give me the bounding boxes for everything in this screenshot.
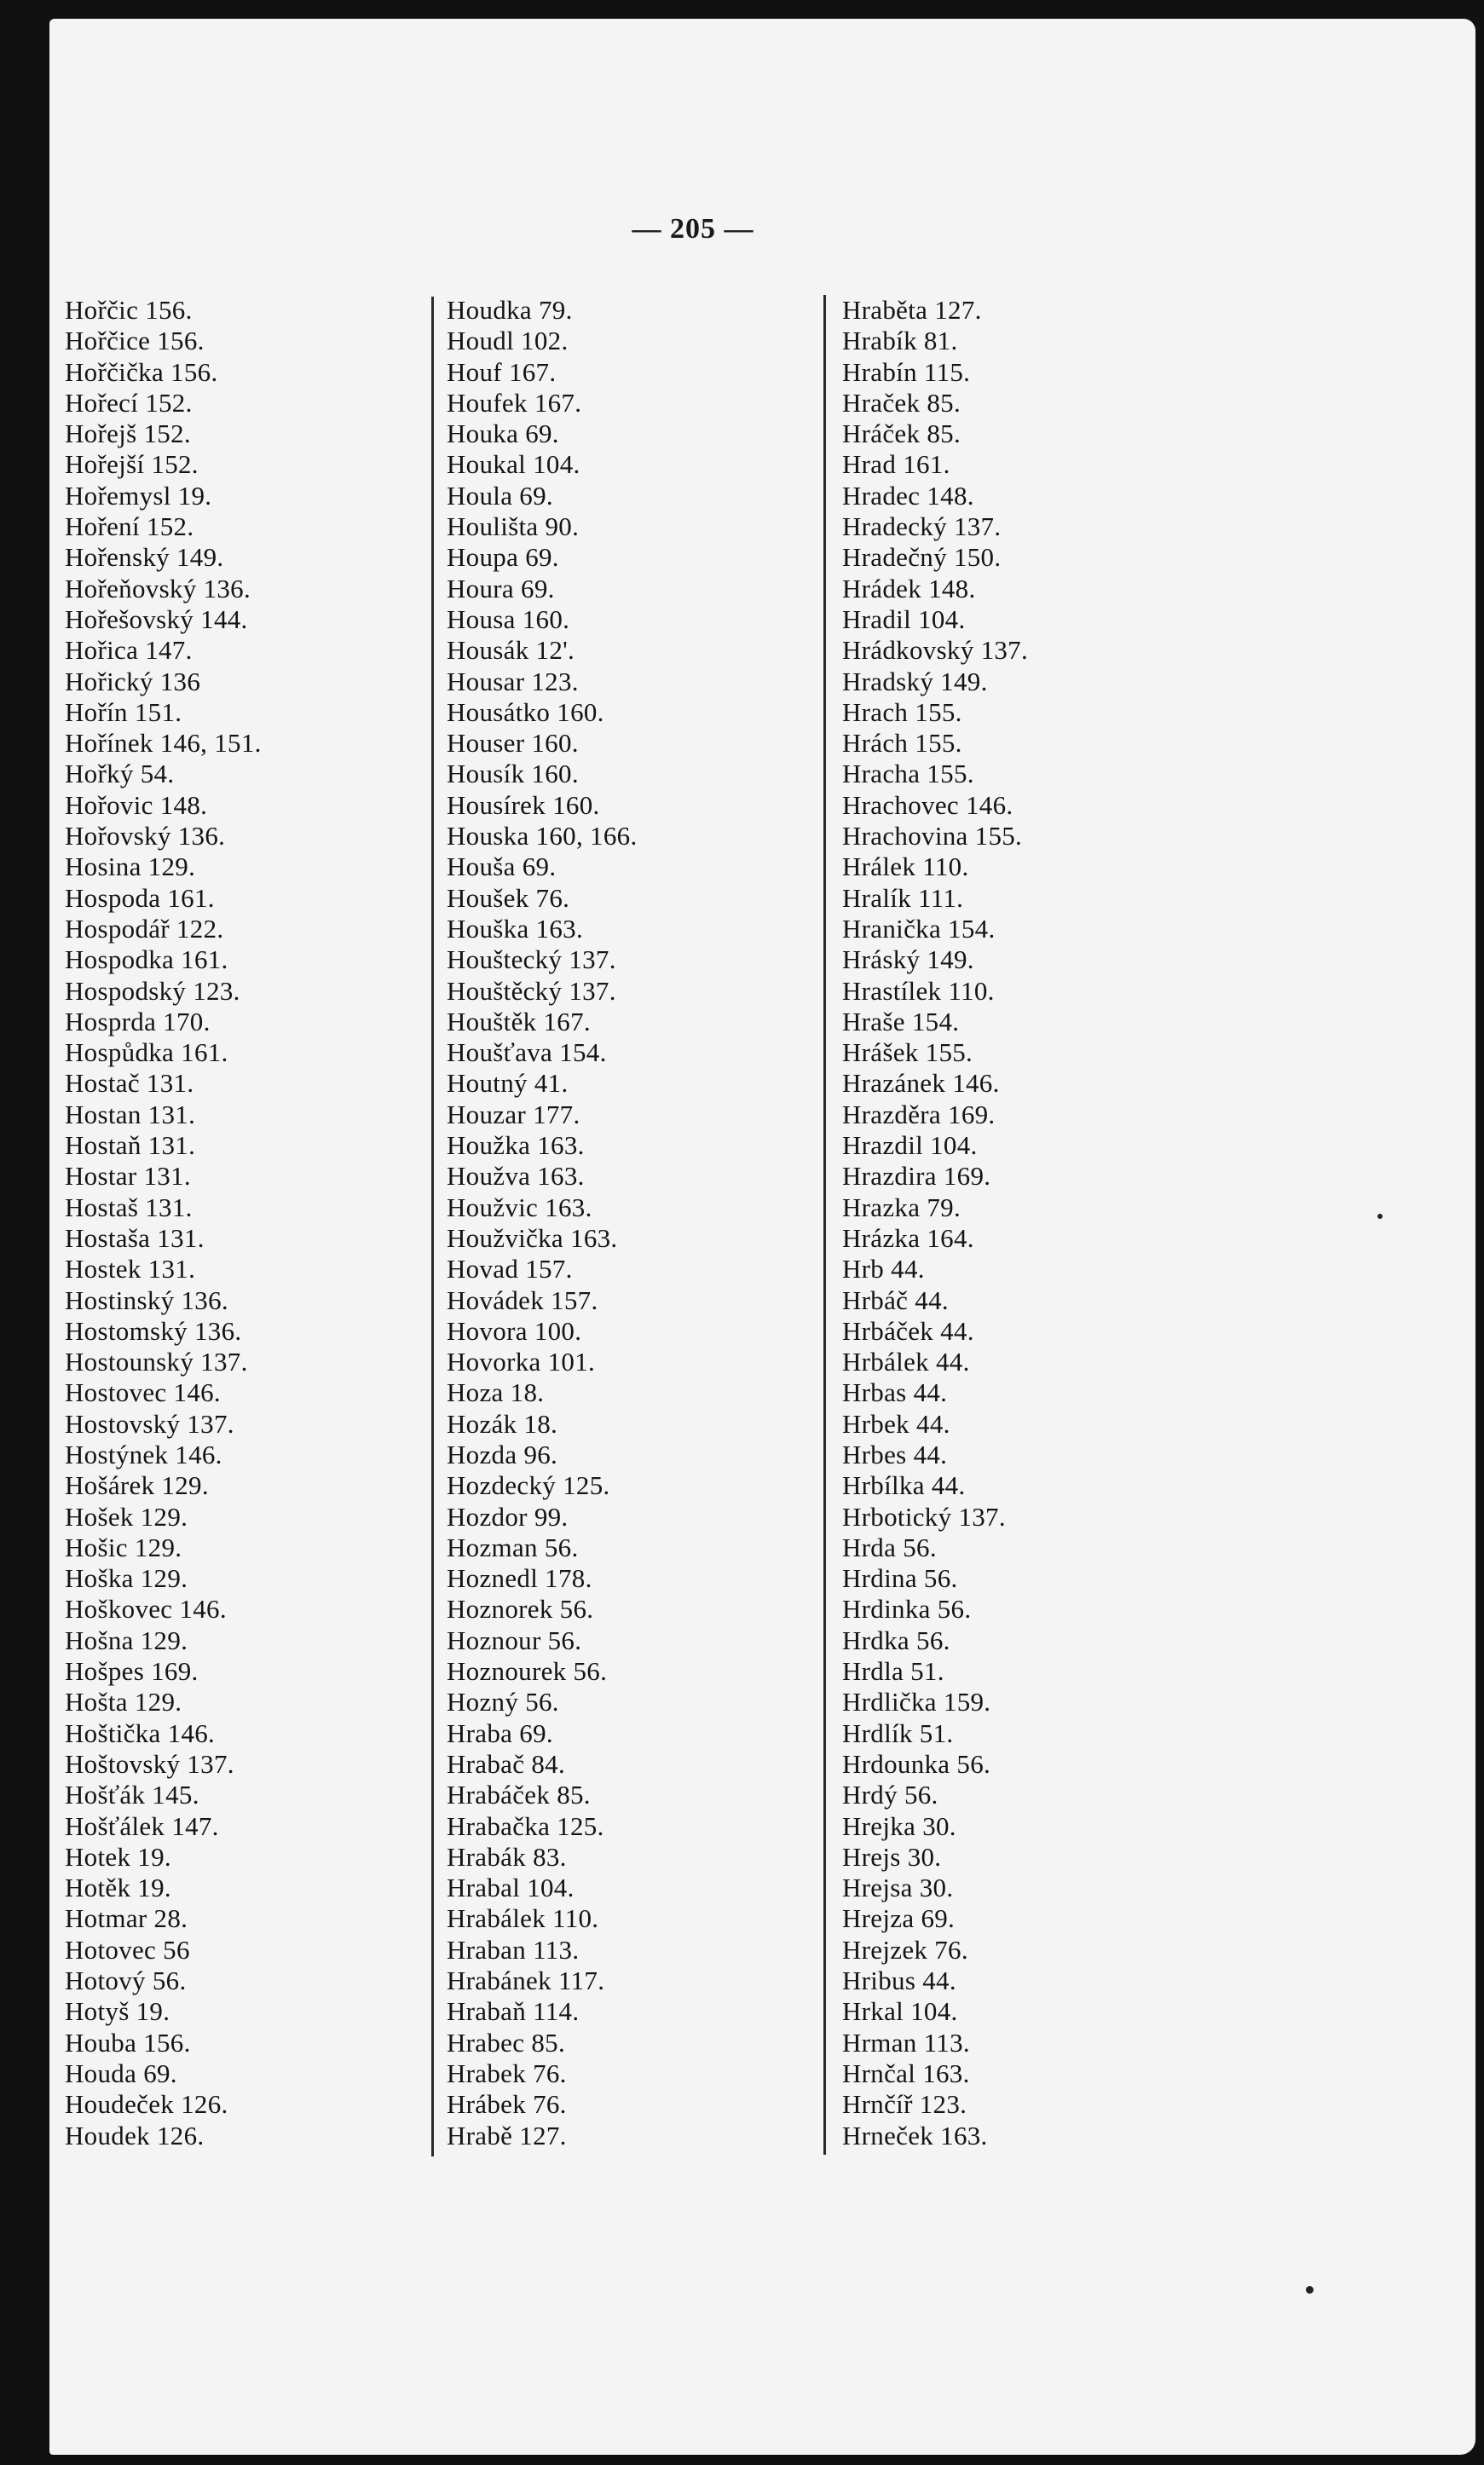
index-entry: Hozdecký 125. bbox=[447, 1470, 610, 1501]
index-entry: Hovádek 157. bbox=[447, 1284, 598, 1315]
index-entry: Hrabaň 114. bbox=[447, 1996, 580, 2027]
index-entry: Houtný 41. bbox=[447, 1068, 569, 1099]
index-entry: Hrabálek 110. bbox=[447, 1903, 599, 1934]
index-entry: Hospůdka 161. bbox=[65, 1037, 228, 1068]
index-entry: Hotěk 19. bbox=[65, 1873, 171, 1903]
index-entry: Hošťák 145. bbox=[65, 1780, 199, 1810]
index-entry: Hrbálek 44. bbox=[842, 1347, 970, 1377]
index-entry: Hrabák 83. bbox=[447, 1841, 567, 1872]
index-entry: Hovad 157. bbox=[447, 1254, 573, 1284]
index-entry: Hořovský 136. bbox=[65, 821, 226, 851]
name-column-3 bbox=[842, 295, 1028, 2151]
index-entry: Hoznedl 178. bbox=[447, 1563, 592, 1594]
index-entry: Hostinský 136. bbox=[65, 1284, 228, 1315]
index-entry: Houzar 177. bbox=[447, 1099, 580, 1129]
index-entry: Hrach 155. bbox=[842, 696, 962, 727]
index-entry: Hrejza 69. bbox=[842, 1903, 956, 1934]
index-entry: Hrabal 104. bbox=[447, 1873, 575, 1903]
index-entry: Hořický 136 bbox=[65, 666, 201, 696]
index-entry: Hrášek 155. bbox=[842, 1037, 973, 1068]
index-entry: Houša 69. bbox=[447, 851, 557, 882]
index-entry: Hradečný 150. bbox=[842, 542, 1002, 573]
index-entry: Hořecí 152. bbox=[65, 387, 193, 418]
index-entry: Houf 167. bbox=[447, 356, 557, 387]
index-entry: Hrastílek 110. bbox=[842, 975, 995, 1006]
index-entry: Hostaň 131. bbox=[65, 1130, 196, 1161]
index-entry: Houžvic 163. bbox=[447, 1192, 592, 1222]
index-entry: Hrdinka 56. bbox=[842, 1594, 972, 1625]
index-entry: Hospodský 123. bbox=[65, 975, 240, 1006]
index-entry: Hostýnek 146. bbox=[65, 1439, 222, 1469]
index-entry: Hrdina 56. bbox=[842, 1563, 958, 1594]
index-entry: Hrazánek 146. bbox=[842, 1068, 1000, 1099]
index-entry: Hrneček 163. bbox=[842, 2120, 988, 2150]
index-entry: Hoškovec 146. bbox=[65, 1594, 227, 1625]
index-entry: Hošic 129. bbox=[65, 1532, 182, 1562]
index-entry: Hostan 131. bbox=[65, 1099, 196, 1129]
index-entry: Houpa 69. bbox=[447, 542, 559, 573]
index-entry: Hořčic 156. bbox=[65, 295, 193, 325]
index-entry: Hošťálek 147. bbox=[65, 1810, 219, 1841]
book-page bbox=[49, 19, 1475, 2455]
index-entry: Houra 69. bbox=[447, 573, 555, 603]
index-entry: Houdeček 126. bbox=[65, 2089, 228, 2120]
index-entry: Hráský 149. bbox=[842, 944, 974, 975]
index-entry: Hrazděra 169. bbox=[842, 1099, 996, 1129]
index-entry: Hrbáček 44. bbox=[842, 1315, 974, 1346]
index-entry: Houžvička 163. bbox=[447, 1222, 618, 1253]
name-column-1 bbox=[65, 295, 262, 2151]
index-entry: Hrachovina 155. bbox=[842, 821, 1023, 851]
index-entry: Hrazka 79. bbox=[842, 1192, 961, 1222]
index-entry: Hotyš 19. bbox=[65, 1996, 170, 2027]
index-entry: Houštěk 167. bbox=[447, 1006, 591, 1036]
index-entry: Hošárek 129. bbox=[65, 1470, 209, 1501]
index-entry: Housar 123. bbox=[447, 666, 579, 696]
index-entry: Hráček 85. bbox=[842, 419, 961, 449]
index-entry: Hovora 100. bbox=[447, 1315, 582, 1346]
index-entry: Hrabín 115. bbox=[842, 356, 971, 387]
index-entry: Hradil 104. bbox=[842, 603, 966, 634]
index-entry: Hořešovský 144. bbox=[65, 603, 248, 634]
index-entry: Houska 160, 166. bbox=[447, 821, 638, 851]
index-entry: Houba 156. bbox=[65, 2027, 191, 2058]
index-entry: Hořejš 152. bbox=[65, 419, 191, 449]
index-entry: Hrb 44. bbox=[842, 1254, 925, 1284]
index-entry: Hrejsa 30. bbox=[842, 1873, 954, 1903]
index-entry: Hošpes 169. bbox=[65, 1656, 199, 1687]
index-entry: Hraše 154. bbox=[842, 1006, 960, 1036]
index-entry: Houlišta 90. bbox=[447, 511, 580, 542]
index-entry: Hribus 44. bbox=[842, 1966, 956, 1996]
index-entry: Hotovec 56 bbox=[65, 1934, 190, 1965]
index-entry: Hradský 149. bbox=[842, 666, 988, 696]
index-entry: Hořčička 156. bbox=[65, 356, 218, 387]
index-entry: Hrabě 127. bbox=[447, 2120, 567, 2150]
index-entry: Hrbotický 137. bbox=[842, 1501, 1006, 1532]
index-entry: Houštecký 137. bbox=[447, 944, 616, 975]
index-entry: Houdka 79. bbox=[447, 295, 573, 325]
index-entry: Hozný 56. bbox=[447, 1687, 559, 1717]
index-entry: Hospoda 161. bbox=[65, 882, 215, 913]
index-entry: Hořica 147. bbox=[65, 635, 193, 666]
index-entry: Hostovec 146. bbox=[65, 1377, 221, 1408]
index-entry: Housík 160. bbox=[447, 759, 579, 789]
index-entry: Housátko 160. bbox=[447, 696, 604, 727]
index-entry: Hoštička 146. bbox=[65, 1717, 216, 1748]
index-entry: Hoštovský 137. bbox=[65, 1748, 234, 1779]
index-entry: Hrda 56. bbox=[842, 1532, 937, 1562]
index-entry: Hořemysl 19. bbox=[65, 480, 212, 511]
index-entry: Hořenský 149. bbox=[65, 542, 224, 573]
index-entry: Hrdlík 51. bbox=[842, 1717, 954, 1748]
index-entry: Housírek 160. bbox=[447, 789, 600, 820]
index-entry: Hozdor 99. bbox=[447, 1501, 569, 1532]
index-entry: Hrabík 81. bbox=[842, 326, 958, 356]
index-entry: Hralík 111. bbox=[842, 882, 964, 913]
index-entry: Hrabánek 117. bbox=[447, 1966, 605, 1996]
index-entry: Hostar 131. bbox=[65, 1161, 191, 1192]
index-entry: Houdl 102. bbox=[447, 326, 569, 356]
index-entry: Hrbas 44. bbox=[842, 1377, 948, 1408]
index-entry: Hrejzek 76. bbox=[842, 1934, 968, 1965]
index-entry: Hozda 96. bbox=[447, 1439, 558, 1469]
index-entry: Hrnčal 163. bbox=[842, 2058, 970, 2088]
index-entry: Hošek 129. bbox=[65, 1501, 188, 1532]
index-entry: Houžva 163. bbox=[447, 1161, 585, 1192]
index-entry: Hrdý 56. bbox=[842, 1780, 938, 1810]
index-entry: Hořeňovský 136. bbox=[65, 573, 251, 603]
index-entry: Houšek 76. bbox=[447, 882, 570, 913]
index-entry: Hosina 129. bbox=[65, 851, 196, 882]
index-entry: Hrabač 84. bbox=[447, 1748, 565, 1779]
index-entry: Hranička 154. bbox=[842, 913, 996, 944]
index-entry: Hozman 56. bbox=[447, 1532, 579, 1562]
index-entry: Hrabačka 125. bbox=[447, 1810, 604, 1841]
index-entry: Hovorka 101. bbox=[447, 1347, 596, 1377]
index-entry: Hrad 161. bbox=[842, 449, 950, 480]
index-entry: Hoznorek 56. bbox=[447, 1594, 594, 1625]
index-entry: Hořínek 146, 151. bbox=[65, 728, 262, 759]
index-entry: Hrdounka 56. bbox=[842, 1748, 991, 1779]
index-entry: Hrazdira 169. bbox=[842, 1161, 991, 1192]
index-entry: Houfek 167. bbox=[447, 387, 582, 418]
page-number: — 205 — bbox=[632, 213, 754, 245]
index-entry: Hrádek 148. bbox=[842, 573, 976, 603]
index-entry: Hospodka 161. bbox=[65, 944, 228, 975]
index-entry: Housák 12'. bbox=[447, 635, 575, 666]
index-entry: Hracha 155. bbox=[842, 759, 974, 789]
index-entry: Houdek 126. bbox=[65, 2120, 205, 2150]
index-entry: Hrnčíř 123. bbox=[842, 2089, 967, 2120]
index-entry: Hrdla 51. bbox=[842, 1656, 944, 1687]
index-entry: Hotek 19. bbox=[65, 1841, 171, 1872]
index-entry: Hraban 113. bbox=[447, 1934, 580, 1965]
index-entry: Hoza 18. bbox=[447, 1377, 545, 1408]
index-entry: Hrazdil 104. bbox=[842, 1130, 978, 1161]
index-entry: Hrejka 30. bbox=[842, 1810, 956, 1841]
index-entry: Hostek 131. bbox=[65, 1254, 196, 1284]
index-entry: Hrabáček 85. bbox=[447, 1780, 591, 1810]
index-entry: Hrách 155. bbox=[842, 728, 962, 759]
index-entry: Hoznour 56. bbox=[447, 1625, 582, 1655]
index-entry: Houška 163. bbox=[447, 913, 584, 944]
index-entry: Hrdka 56. bbox=[842, 1625, 950, 1655]
index-entry: Hostovský 137. bbox=[65, 1408, 234, 1439]
index-entry: Hrálek 110. bbox=[842, 851, 969, 882]
index-entry: Houžka 163. bbox=[447, 1130, 585, 1161]
index-entry: Hradecký 137. bbox=[842, 511, 1002, 542]
ink-speck bbox=[1377, 1214, 1383, 1219]
index-entry: Hotový 56. bbox=[65, 1966, 187, 1996]
index-entry: Hraček 85. bbox=[842, 387, 961, 418]
index-entry: Houda 69. bbox=[65, 2058, 177, 2088]
index-entry: Hoznourek 56. bbox=[447, 1656, 608, 1687]
index-entry: Hosprda 170. bbox=[65, 1006, 211, 1036]
index-entry: Hrbáč 44. bbox=[842, 1284, 949, 1315]
index-entry: Hostomský 136. bbox=[65, 1315, 242, 1346]
index-entry: Hrádkovský 137. bbox=[842, 635, 1029, 666]
index-entry: Houser 160. bbox=[447, 728, 579, 759]
index-entry: Hrejs 30. bbox=[842, 1841, 942, 1872]
index-entry: Hozák 18. bbox=[447, 1408, 558, 1439]
index-entry: Hrman 113. bbox=[842, 2027, 970, 2058]
index-entry: Hrkal 104. bbox=[842, 1996, 958, 2027]
index-entry: Hrázka 164. bbox=[842, 1222, 974, 1253]
index-entry: Houkal 104. bbox=[447, 449, 580, 480]
index-entry: Hošna 129. bbox=[65, 1625, 188, 1655]
index-entry: Hraba 69. bbox=[447, 1717, 553, 1748]
index-entry: Hostounský 137. bbox=[65, 1347, 248, 1377]
index-entry: Hrbílka 44. bbox=[842, 1470, 966, 1501]
index-entry: Housa 160. bbox=[447, 603, 570, 634]
index-entry: Houšťava 154. bbox=[447, 1037, 607, 1068]
name-column-2 bbox=[447, 295, 638, 2151]
index-entry: Hradec 148. bbox=[842, 480, 974, 511]
index-entry: Hrabec 85. bbox=[447, 2027, 565, 2058]
index-entry: Hořký 54. bbox=[65, 759, 175, 789]
index-entry: Hraběta 127. bbox=[842, 295, 982, 325]
index-entry: Hořín 151. bbox=[65, 696, 182, 727]
index-entry: Houštěcký 137. bbox=[447, 975, 616, 1006]
index-entry: Hořejší 152. bbox=[65, 449, 199, 480]
index-entry: Hoška 129. bbox=[65, 1563, 188, 1594]
index-entry: Hořčice 156. bbox=[65, 326, 205, 356]
index-entry: Hospodář 122. bbox=[65, 913, 224, 944]
index-entry: Hotmar 28. bbox=[65, 1903, 188, 1934]
column-divider-2 bbox=[823, 295, 826, 2155]
index-entry: Hořovic 148. bbox=[65, 789, 208, 820]
index-entry: Hošta 129. bbox=[65, 1687, 182, 1717]
index-entry: Hrabek 76. bbox=[447, 2058, 567, 2088]
column-divider-1 bbox=[431, 297, 434, 2156]
index-entry: Hrachovec 146. bbox=[842, 789, 1013, 820]
index-entry: Hrbes 44. bbox=[842, 1439, 948, 1469]
index-entry: Houka 69. bbox=[447, 419, 559, 449]
index-entry: Houla 69. bbox=[447, 480, 553, 511]
index-entry: Hrábek 76. bbox=[447, 2089, 567, 2120]
index-entry: Hostač 131. bbox=[65, 1068, 194, 1099]
index-entry: Hrbek 44. bbox=[842, 1408, 950, 1439]
ink-speck bbox=[1306, 2286, 1314, 2294]
index-entry: Hostaš 131. bbox=[65, 1192, 193, 1222]
index-entry: Hrdlička 159. bbox=[842, 1687, 991, 1717]
index-entry: Hoření 152. bbox=[65, 511, 194, 542]
index-entry: Hostaša 131. bbox=[65, 1222, 205, 1253]
